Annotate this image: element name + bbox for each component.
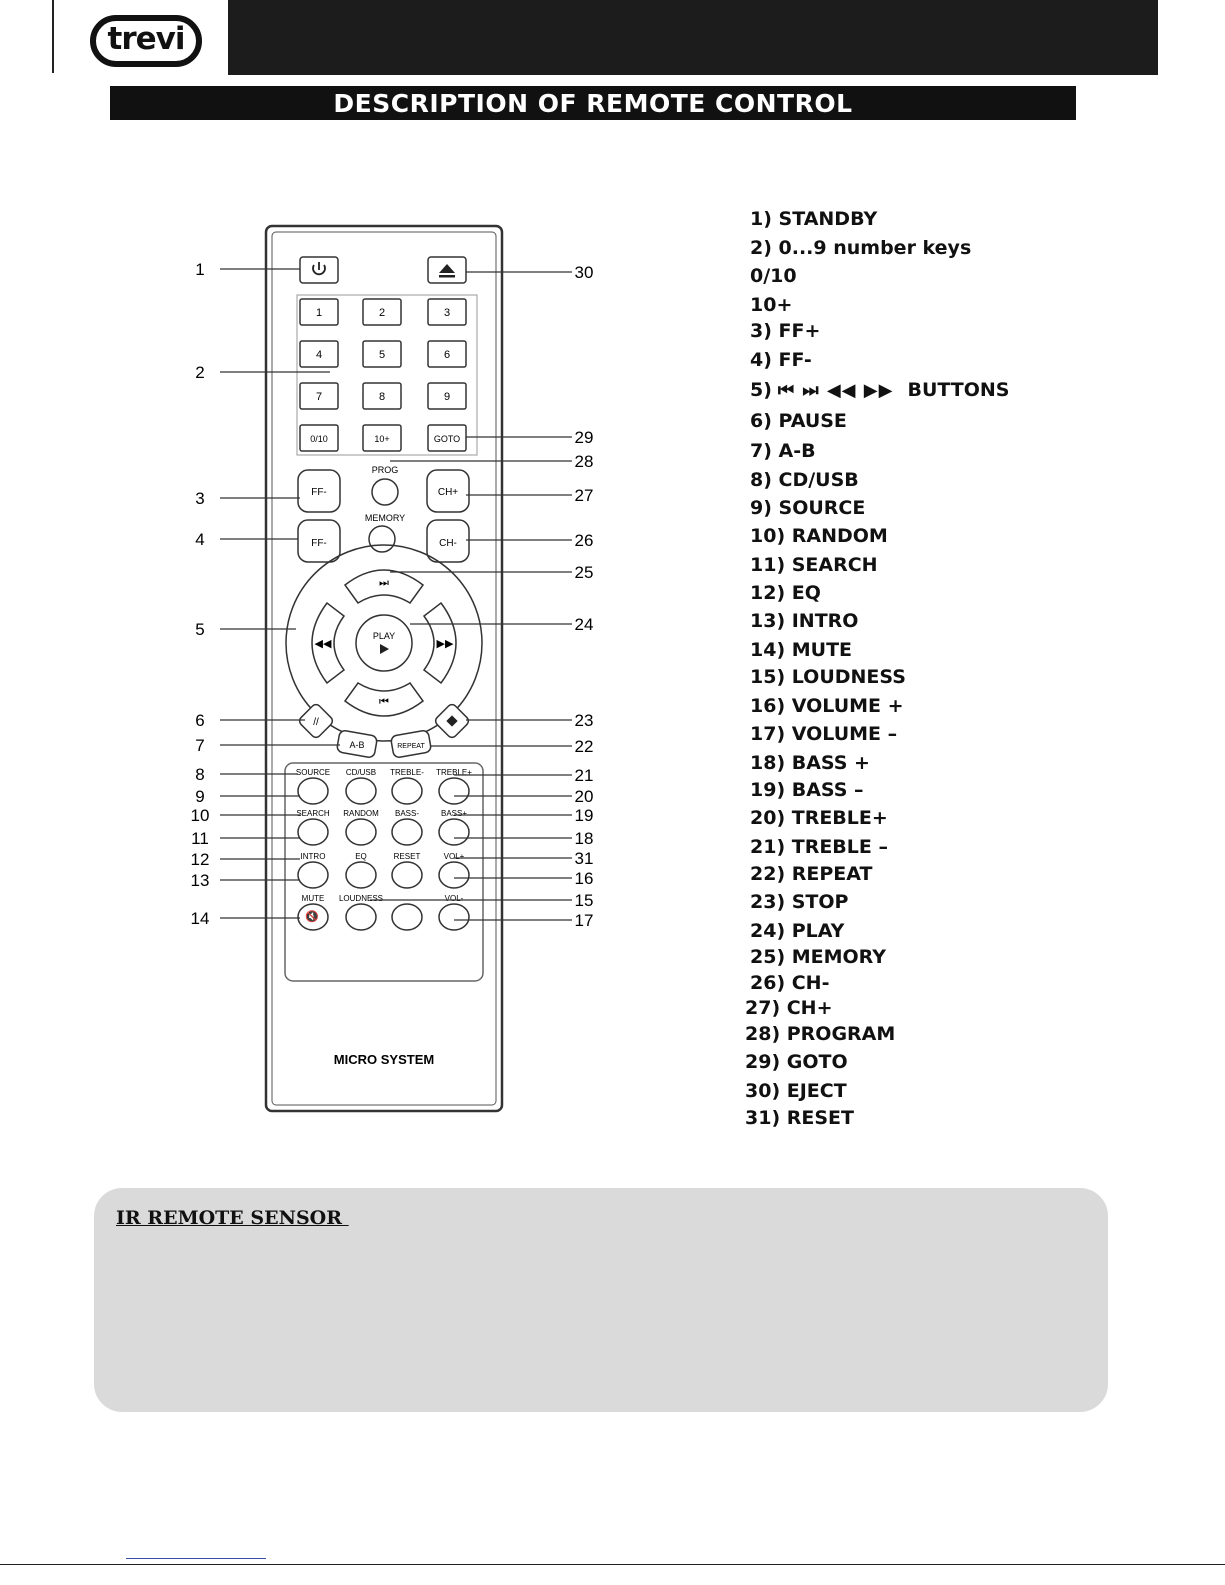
play-label: PLAY bbox=[372, 631, 396, 641]
legend-item bbox=[745, 1051, 848, 1073]
legend-item bbox=[750, 497, 865, 519]
legend-item bbox=[750, 836, 888, 858]
function-key-button[interactable] bbox=[298, 819, 328, 845]
number-key-label: 9 bbox=[443, 391, 451, 403]
legend-item-text: 22) REPEAT bbox=[750, 863, 873, 885]
legend-item-text: 31) RESET bbox=[745, 1107, 854, 1129]
callout-number: 11 bbox=[191, 829, 209, 848]
legend-item-text: 21) TREBLE – bbox=[750, 836, 888, 858]
callout-number: 9 bbox=[195, 787, 205, 806]
legend-item-text: 14) MUTE bbox=[750, 639, 853, 661]
callout-number: 4 bbox=[195, 530, 205, 549]
legend-item-text: 11) SEARCH bbox=[750, 554, 878, 576]
function-key-label: INTRO bbox=[300, 852, 326, 861]
legend-item-text: 15) LOUDNESS bbox=[750, 666, 906, 688]
callout-number: 22 bbox=[574, 737, 594, 756]
legend-item-text: 1) STANDBY bbox=[750, 208, 878, 230]
pause-icon: // bbox=[313, 717, 319, 728]
legend-item bbox=[750, 723, 897, 745]
function-key-button[interactable] bbox=[346, 904, 376, 930]
legend-item-text: 29) GOTO bbox=[745, 1051, 848, 1073]
legend-item-text: 17) VOLUME – bbox=[750, 723, 898, 745]
remote-model-label: MICRO SYSTEM bbox=[333, 1052, 435, 1067]
callout-number: 20 bbox=[574, 787, 594, 806]
legend-item-text: 10) RANDOM bbox=[750, 525, 888, 547]
memory-button[interactable] bbox=[369, 526, 395, 552]
prog-button[interactable] bbox=[372, 479, 398, 505]
legend-item-text: 6) PAUSE bbox=[750, 410, 847, 432]
callout-number: 6 bbox=[195, 711, 205, 730]
remote-drawing bbox=[160, 215, 630, 1125]
play-button[interactable] bbox=[356, 615, 412, 671]
function-key-button[interactable] bbox=[298, 862, 328, 888]
legend-item bbox=[750, 349, 812, 371]
legend-item bbox=[750, 440, 816, 462]
number-key-label: 0/10 bbox=[310, 434, 328, 444]
callout-number: 18 bbox=[574, 829, 594, 848]
legend-item-text: 12) EQ bbox=[750, 582, 821, 604]
ir-sensor-section bbox=[94, 1188, 1108, 1412]
function-key-label: CD/USB bbox=[345, 768, 377, 777]
rewind-icon: ◀◀ bbox=[314, 638, 332, 650]
legend-item-text: 2) 0...9 number keys bbox=[750, 237, 972, 259]
function-key-button[interactable] bbox=[346, 862, 376, 888]
footer-rule bbox=[0, 1564, 1225, 1565]
function-key-label: EQ bbox=[355, 852, 367, 861]
legend-item bbox=[745, 1023, 895, 1045]
legend-item bbox=[750, 891, 848, 913]
legend-item bbox=[750, 752, 870, 774]
mute-icon: 🔇 bbox=[305, 911, 319, 923]
legend-item bbox=[745, 1080, 847, 1102]
callout-number: 26 bbox=[574, 531, 594, 550]
next-icon: ⏭ bbox=[379, 577, 389, 589]
legend-item bbox=[750, 639, 852, 661]
legend-item bbox=[750, 695, 904, 717]
transport-icons: ⏮ ⏭ ◀◀ ▶▶ bbox=[777, 380, 894, 401]
callout-number: 14 bbox=[190, 909, 210, 928]
number-key-label: 1 bbox=[315, 307, 323, 319]
ff-minus-label: FF- bbox=[311, 538, 327, 549]
callout-number: 23 bbox=[574, 711, 594, 730]
ff-plus-label: FF- bbox=[311, 487, 327, 498]
ab-label: A-B bbox=[349, 740, 365, 750]
number-key-label: 8 bbox=[378, 391, 386, 403]
brand-logo-text: trevi bbox=[107, 21, 185, 57]
forward-icon: ▶▶ bbox=[436, 638, 454, 650]
number-key-label: 6 bbox=[443, 349, 451, 361]
legend-item bbox=[750, 610, 858, 632]
legend-item bbox=[750, 972, 829, 994]
number-key-label: 5 bbox=[378, 349, 386, 361]
callout-number: 3 bbox=[195, 489, 205, 508]
callout-number: 25 bbox=[574, 563, 594, 582]
legend-item-text: 18) BASS + bbox=[750, 752, 870, 774]
function-key-button[interactable] bbox=[392, 862, 422, 888]
function-key-button[interactable] bbox=[392, 904, 422, 930]
legend-item-text: 5) bbox=[750, 379, 772, 401]
memory-label: MEMORY bbox=[364, 513, 406, 523]
callout-number: 13 bbox=[190, 871, 210, 890]
button-legend bbox=[740, 0, 1160, 1150]
legend-item-text: 25) MEMORY bbox=[750, 946, 887, 968]
function-key-button[interactable] bbox=[439, 778, 469, 804]
footer-link-underline bbox=[126, 1558, 266, 1559]
callout-number: 8 bbox=[195, 765, 205, 784]
function-key-button[interactable] bbox=[346, 819, 376, 845]
callout-number: 7 bbox=[195, 736, 205, 755]
callout-number: 1 bbox=[195, 260, 205, 279]
legend-item bbox=[750, 666, 906, 688]
ch-plus-label: CH+ bbox=[437, 487, 459, 498]
legend-item-text: 8) CD/USB bbox=[750, 469, 859, 491]
callout-number: 12 bbox=[190, 850, 210, 869]
callout-number: 19 bbox=[574, 806, 594, 825]
callout-number: 16 bbox=[574, 869, 594, 888]
function-key-label: LOUDNESS bbox=[338, 894, 384, 903]
callout-number: 2 bbox=[195, 363, 205, 382]
legend-item-text: 3) FF+ bbox=[750, 320, 821, 342]
legend-item-text: 16) VOLUME + bbox=[750, 695, 904, 717]
brand-logo bbox=[90, 15, 202, 67]
function-key-button[interactable] bbox=[392, 819, 422, 845]
function-key-button[interactable] bbox=[439, 819, 469, 845]
legend-item-text: 19) BASS – bbox=[750, 779, 864, 801]
header-rule bbox=[52, 0, 54, 73]
legend-item bbox=[750, 807, 888, 829]
legend-item-text: 10+ bbox=[750, 294, 793, 316]
function-key-label: BASS+ bbox=[440, 809, 468, 818]
function-key-label: SEARCH bbox=[296, 809, 330, 818]
legend-item-text: 23) STOP bbox=[750, 891, 849, 913]
legend-item bbox=[750, 582, 821, 604]
callout-number: 15 bbox=[574, 891, 594, 910]
legend-buttons-suffix: BUTTONS bbox=[907, 379, 1010, 401]
number-key-label: GOTO bbox=[433, 434, 461, 444]
legend-item bbox=[750, 525, 888, 547]
callout-number: 21 bbox=[574, 766, 594, 785]
legend-item-text: 13) INTRO bbox=[750, 610, 859, 632]
legend-item-text: 20) TREBLE+ bbox=[750, 807, 888, 829]
legend-item bbox=[745, 1107, 854, 1129]
legend-item bbox=[750, 410, 847, 432]
number-key-label: 4 bbox=[315, 349, 323, 361]
callout-number: 24 bbox=[574, 615, 594, 634]
function-key-button[interactable] bbox=[298, 778, 328, 804]
function-key-label: SOURCE bbox=[295, 768, 331, 777]
callout-number: 31 bbox=[574, 849, 594, 868]
legend-item-text: 24) PLAY bbox=[750, 920, 845, 942]
callout-number: 28 bbox=[574, 452, 594, 471]
legend-item-text: 4) FF- bbox=[750, 349, 812, 371]
callout-number: 27 bbox=[574, 486, 594, 505]
number-key-label: 10+ bbox=[374, 434, 390, 444]
legend-item-text: 0/10 bbox=[750, 265, 797, 287]
callout-number: 29 bbox=[574, 428, 594, 447]
function-key-button[interactable] bbox=[439, 862, 469, 888]
legend-item-text: 7) A-B bbox=[750, 440, 816, 462]
function-key-label: TREBLE- bbox=[390, 768, 424, 777]
legend-item bbox=[750, 379, 1010, 401]
legend-item bbox=[750, 946, 886, 968]
legend-item-text: 28) PROGRAM bbox=[745, 1023, 896, 1045]
ch-minus-label: CH- bbox=[439, 538, 457, 549]
number-key-label: 3 bbox=[443, 307, 451, 319]
legend-item-text: 27) CH+ bbox=[745, 997, 833, 1019]
number-key-label: 7 bbox=[315, 391, 323, 403]
function-key-label: MUTE bbox=[301, 894, 325, 903]
function-key-button[interactable] bbox=[392, 778, 422, 804]
legend-item bbox=[750, 320, 820, 342]
function-key-label: RESET bbox=[393, 852, 421, 861]
legend-item-text: 9) SOURCE bbox=[750, 497, 866, 519]
legend-item bbox=[750, 863, 872, 885]
legend-item-text: 30) EJECT bbox=[745, 1080, 847, 1102]
legend-item bbox=[745, 997, 833, 1019]
callout-number: 10 bbox=[190, 806, 210, 825]
function-key-button[interactable] bbox=[346, 778, 376, 804]
legend-item bbox=[750, 920, 844, 942]
repeat-label: REPEAT bbox=[397, 743, 425, 750]
legend-item bbox=[750, 469, 859, 491]
callout-number: 5 bbox=[195, 620, 205, 639]
function-key-label: TREBLE+ bbox=[436, 768, 472, 777]
function-key-label: BASS- bbox=[394, 809, 420, 818]
remote-illustration bbox=[160, 215, 630, 1125]
legend-item bbox=[750, 265, 797, 287]
function-key-button[interactable] bbox=[439, 904, 469, 930]
callout-number: 30 bbox=[574, 263, 594, 282]
ir-sensor-title: IR REMOTE SENSOR bbox=[116, 1207, 349, 1229]
page-title: DESCRIPTION OF REMOTE CONTROL bbox=[110, 86, 1076, 120]
function-key-label: VOL- bbox=[444, 894, 464, 903]
number-key-label: 2 bbox=[378, 307, 386, 319]
function-key-label: RANDOM bbox=[343, 809, 379, 818]
callout-number: 17 bbox=[574, 911, 594, 930]
prog-label: PROG bbox=[371, 465, 399, 475]
prev-icon: ⏮ bbox=[379, 696, 389, 708]
legend-item bbox=[750, 554, 878, 576]
legend-item bbox=[750, 294, 792, 316]
legend-item bbox=[750, 237, 971, 259]
legend-item bbox=[750, 208, 877, 230]
legend-item bbox=[750, 779, 864, 801]
legend-item-text: 26) CH- bbox=[750, 972, 830, 994]
function-key-label: VOL+ bbox=[443, 852, 465, 861]
